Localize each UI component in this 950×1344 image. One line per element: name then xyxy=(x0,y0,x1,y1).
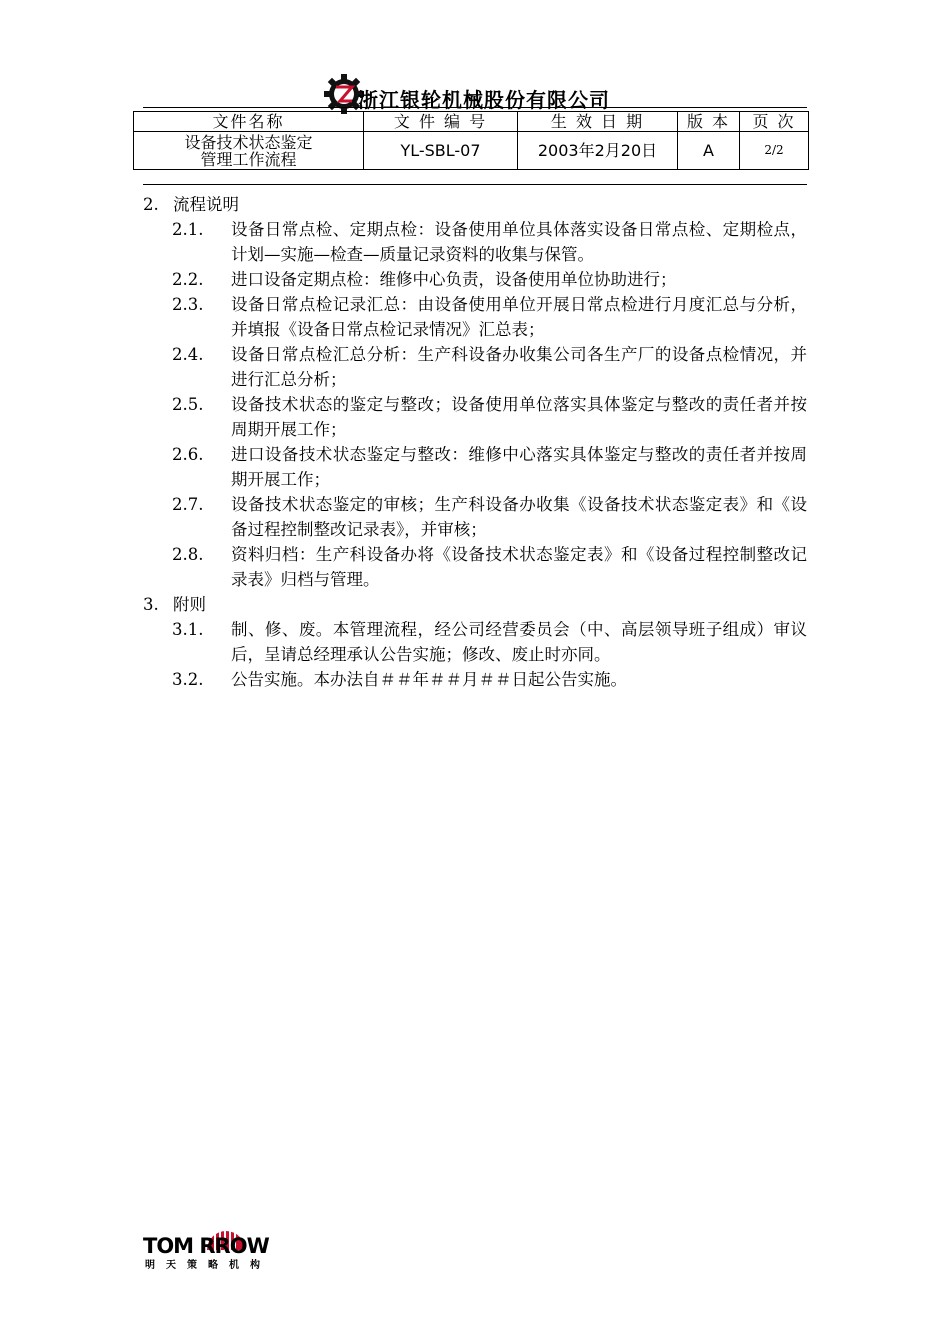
header-rule-top xyxy=(143,107,807,108)
item-number: 2.6. xyxy=(172,445,204,464)
header-version: 版 本 xyxy=(678,112,740,132)
item-text: 设备日常点检、定期点检：设备使用单位具体落实设备日常点检、定期检点，计划—实施—检查—质量记录资料的收集与保管。 xyxy=(231,220,807,264)
item-text: 设备日常点检汇总分析：生产科设备办收集公司各生产厂的设备点检情况，并进行汇总分析； xyxy=(231,345,807,389)
header-file-no: 文 件 编 号 xyxy=(364,112,518,132)
list-item xyxy=(143,492,807,542)
page-number: 2/2 xyxy=(740,132,809,170)
list-item xyxy=(143,667,807,692)
meta-value-row xyxy=(134,132,809,170)
list-item xyxy=(143,617,807,667)
item-text: 进口设备定期点检：维修中心负责，设备使用单位协助进行； xyxy=(231,270,677,289)
list-item xyxy=(143,392,807,442)
company-name: 浙江银轮机械股份有限公司 xyxy=(358,88,610,112)
item-number: 3.1. xyxy=(172,620,204,639)
tomorrow-logo xyxy=(143,1210,305,1271)
section-number: 3. xyxy=(143,595,159,614)
item-number: 2.8. xyxy=(172,545,204,564)
effective-date: 2003年2月20日 xyxy=(518,132,678,170)
item-number: 2.5. xyxy=(172,395,204,414)
item-text: 进口设备技术状态鉴定与整改：维修中心落实具体鉴定与整改的责任者并按周期开展工作； xyxy=(231,445,807,489)
list-item xyxy=(143,292,807,342)
item-text: 设备技术状态的鉴定与整改；设备使用单位落实具体鉴定与整改的责任者并按周期开展工作； xyxy=(231,395,807,439)
section-number: 2. xyxy=(143,195,159,214)
header-effective-date: 生 效 日 期 xyxy=(518,112,678,132)
item-number: 2.2. xyxy=(172,270,204,289)
item-number: 2.1. xyxy=(172,220,204,239)
item-number: 3.2. xyxy=(172,670,204,689)
list-item xyxy=(143,342,807,392)
section-title xyxy=(143,592,807,617)
header-rule-bottom xyxy=(143,184,807,185)
list-item xyxy=(143,442,807,492)
file-name-line1: 设备技术状态鉴定 xyxy=(184,132,313,152)
header-file-name: 文件名称 xyxy=(134,112,364,132)
item-text: 设备日常点检记录汇总：由设备使用单位开展日常点检进行月度汇总与分析，并填报《设备日常点检记录情况》汇总表； xyxy=(231,295,807,339)
section-appendix xyxy=(143,592,807,692)
item-text: 制、修、废。本管理流程，经公司经营委员会（中、高层领导班子组成）审议后，呈请总经理承认公告实施；修改、废止时亦同。 xyxy=(231,620,807,664)
list-item xyxy=(143,217,807,267)
file-name-cell xyxy=(134,132,364,170)
item-number: 2.3. xyxy=(172,295,204,314)
version: A xyxy=(678,132,740,170)
document-meta-table xyxy=(133,111,809,170)
logo-subtext: 明天策略机构 xyxy=(145,1260,271,1271)
section-title-text: 附则 xyxy=(173,595,206,614)
file-name-line2: 管理工作流程 xyxy=(200,149,297,169)
section-title xyxy=(143,192,807,217)
document-body xyxy=(143,192,807,692)
item-text: 公告实施。本办法自＃＃年＃＃月＃＃日起公告实施。 xyxy=(231,670,627,689)
item-number: 2.4. xyxy=(172,345,204,364)
logo-text: TOM RROW xyxy=(143,1234,269,1258)
item-text: 设备技术状态鉴定的审核；生产科设备办收集《设备技术状态鉴定表》和《设备过程控制整改记录表》，并审核； xyxy=(231,495,807,539)
item-number: 2.7. xyxy=(172,495,204,514)
meta-header-row xyxy=(134,112,809,132)
list-item xyxy=(143,267,807,292)
section-title-text: 流程说明 xyxy=(173,195,239,214)
header-page: 页 次 xyxy=(740,112,809,132)
list-item xyxy=(143,542,807,592)
item-text: 资料归档：生产科设备办将《设备技术状态鉴定表》和《设备过程控制整改记录表》归档与管理。 xyxy=(231,545,807,589)
section-process xyxy=(143,192,807,592)
file-no: YL-SBL-07 xyxy=(364,132,518,170)
